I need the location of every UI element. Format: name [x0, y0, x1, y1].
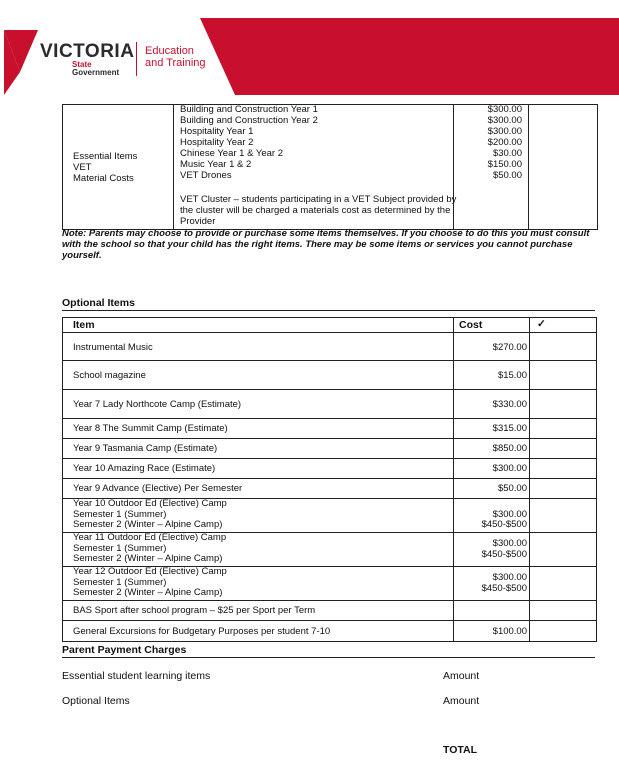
essentials-item: Building and Construction Year 2: [180, 115, 318, 126]
row-cost: $450-$500: [481, 583, 527, 594]
row-cost: $850.00: [492, 443, 527, 454]
essentials-cost: $150.00: [487, 159, 522, 170]
parent-payment-title: Parent Payment Charges: [62, 644, 187, 656]
essential-items-label: Essential student learning items: [62, 670, 211, 682]
essential-amount-label: Amount: [443, 670, 480, 682]
table-row: [63, 390, 596, 419]
row-cost: $300.00: [492, 572, 527, 583]
essentials-cost: $30.00: [492, 148, 522, 159]
essentials-cost: $300.00: [487, 104, 522, 115]
optional-items-label: Optional Items: [62, 695, 130, 707]
table-row: [63, 361, 596, 390]
logo-government: Government: [72, 68, 120, 77]
row-cost: $15.00: [497, 370, 527, 381]
row-item-line: Semester 2 (Winter – Alpine Camp): [73, 519, 223, 530]
header-item: Item: [73, 319, 95, 331]
essentials-table: [62, 104, 598, 230]
essentials-cost: $200.00: [487, 137, 522, 148]
page-header: [0, 0, 619, 100]
dept-line2: and Training: [145, 57, 206, 69]
row-item-line: Semester 1 (Summer): [73, 542, 167, 554]
row-item: Year 8 The Summit Camp (Estimate): [73, 423, 228, 434]
table-row: [63, 499, 596, 533]
table-row: [63, 419, 596, 439]
table-row: [63, 439, 596, 459]
header-checkmark: ✓: [537, 318, 546, 330]
row-item: School magazine: [73, 370, 146, 381]
row-item-line: Year 10 Outdoor Ed (Elective) Camp: [73, 498, 227, 509]
logo-divider: [136, 42, 137, 76]
essentials-item: Hospitality Year 1: [180, 126, 254, 137]
table-row: [63, 479, 596, 499]
row-cost: $450-$500: [481, 519, 527, 530]
row-cost: $270.00: [492, 342, 527, 353]
row-cost: $300.00: [492, 463, 527, 474]
essentials-label: VET: [73, 162, 92, 173]
row-cost: $450-$500: [481, 549, 527, 560]
essentials-cost: $300.00: [487, 115, 522, 126]
row-cost: $50.00: [497, 483, 527, 494]
row-cost: $100.00: [492, 626, 527, 637]
table-row: [63, 567, 596, 601]
row-item-line: Semester 1 (Summer): [73, 576, 167, 588]
parent-note: Note: Parents may choose to provide or purchase some items themselves. If you choose to do this you must consult with the school so that your child has the right items. There may be some items or services you cannot purchase yourself.: [62, 228, 590, 261]
row-cost: $315.00: [492, 423, 527, 434]
table-divider: [528, 105, 529, 229]
essentials-item: Hospitality Year 2: [180, 137, 254, 148]
logo-word: VICTORIA: [40, 41, 135, 62]
section-rule: [62, 657, 595, 658]
essentials-item: Music Year 1 & 2: [180, 159, 252, 170]
row-cost: $300.00: [492, 538, 527, 549]
essentials-item: Building and Construction Year 1: [180, 104, 318, 115]
row-item: General Excursions for Budgetary Purposes per student 7-10: [73, 626, 331, 637]
table-divider: [173, 105, 174, 229]
row-cost: $300.00: [492, 508, 527, 520]
section-rule: [62, 310, 595, 311]
header-cost: Cost: [459, 319, 483, 331]
table-row: [63, 459, 596, 479]
table-header-row: [63, 318, 596, 333]
row-item: Year 9 Advance (Elective) Per Semester: [73, 483, 243, 494]
essentials-cost: $50.00: [492, 170, 522, 181]
row-item: Instrumental Music: [73, 342, 153, 353]
logo-state: State: [72, 60, 92, 69]
row-item-line: Year 12 Outdoor Ed (Elective) Camp: [73, 566, 227, 577]
row-item-line: Year 11 Outdoor Ed (Elective) Camp: [73, 532, 227, 543]
essentials-item: VET Drones: [180, 170, 232, 181]
table-row: [63, 533, 596, 567]
row-item: Year 7 Lady Northcote Camp (Estimate): [73, 399, 242, 410]
essentials-label: Essential Items: [73, 151, 138, 162]
table-row: [63, 333, 596, 361]
row-item: Year 9 Tasmania Camp (Estimate): [73, 443, 218, 454]
vet-cluster-note: VET Cluster – students participating in a VET Subject provided by the cluster will be charged a materials cost as determined by the Provider: [180, 194, 457, 227]
optional-amount-label: Amount: [443, 695, 480, 707]
total-label: TOTAL: [443, 744, 478, 756]
row-item-line: Semester 2 (Winter – Alpine Camp): [73, 553, 223, 564]
row-cost: $330.00: [492, 399, 527, 410]
row-item: BAS Sport after school program – $25 per Sport per Term: [73, 605, 316, 616]
department-name: [145, 45, 206, 69]
table-row: [63, 621, 596, 642]
essentials-cost: $300.00: [487, 126, 522, 137]
essentials-label: Material Costs: [73, 173, 134, 184]
dept-line1: Education: [145, 45, 194, 57]
row-item-line: Semester 1 (Summer): [73, 508, 167, 520]
row-item: Year 10 Amazing Race (Estimate): [73, 463, 216, 474]
row-item-line: Semester 2 (Winter – Alpine Camp): [73, 587, 223, 598]
essentials-item: Chinese Year 1 & Year 2: [180, 148, 284, 159]
table-row: [63, 601, 596, 621]
optional-section-title: Optional Items: [62, 297, 135, 309]
optional-items-table: [62, 317, 597, 642]
